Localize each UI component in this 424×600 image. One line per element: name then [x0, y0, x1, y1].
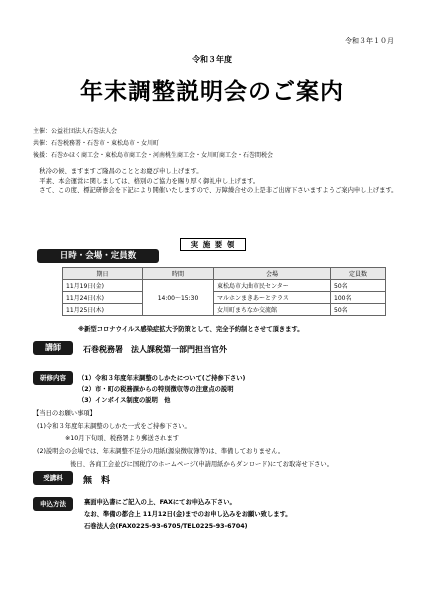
header-venue: 会場 [214, 268, 331, 280]
application-tag: 申込方法 [33, 497, 73, 511]
row-venue: マルホンまきあーとテラス [214, 292, 331, 304]
reservation-note: ※新型コロナウイルス感染症拡大予防策として、完全予約制とさせて頂きます。 [78, 326, 304, 333]
row-capacity: 50名 [331, 304, 386, 316]
request-line-4: 後日、各商工会並びに国税庁のホームページ(申請用紙からダンロード)にてお取寄せ下さい。 [70, 461, 334, 468]
schedule-banner: 日時・会場・定員数 [37, 249, 159, 263]
schedule-table [62, 267, 386, 316]
header-time: 時間 [143, 268, 214, 280]
application-line-2: なお、準備の都合上 11月12日(金)までのお申し込みをお願い致します。 [84, 511, 292, 518]
intro-text [33, 167, 403, 196]
intro-line-1: 秋冷の候、ますますご隆昌のこととお慶び申し上げます。 [33, 168, 203, 175]
header-capacity: 定員数 [331, 268, 386, 280]
application-line-1: 裏面申込書にご記入の上、FAXにてお申込み下さい。 [84, 499, 236, 506]
row-venue: 東松島市大曲市民センター [214, 280, 331, 292]
fee-text: 無 料 [83, 476, 111, 486]
training-item-1: （1）令和３年度年末調整のしかたについて(ご持参下さい) [78, 375, 246, 382]
intro-line-2: 平素、本会運営に関しましては、格別のご協力を賜り厚く御礼申し上げます。 [33, 177, 260, 185]
issue-date: 令和３年１０月 [345, 37, 394, 45]
table-header-row [63, 268, 386, 280]
organizer-host: 主催：公益社団法人石巻法人会 [33, 128, 118, 135]
table-row [63, 304, 386, 316]
training-tag: 研修内容 [33, 371, 73, 385]
training-item-2: （2）市・町の税務課からの特別徴収等の注意点の説明 [78, 386, 234, 393]
requests-title: 【当日のお願い事項】 [33, 410, 96, 417]
request-line-3: (2)説明会の会場では、年末調整不足分の用紙(源泉徴収簿等)は、準備しておりません。 [37, 448, 285, 455]
request-line-1: (1)令和３年度年末調整のしかた一式をご持参下さい。 [37, 423, 191, 430]
row-date: 11月24日(水) [63, 292, 143, 304]
organizer-support: 後援：石巻かほく商工会・東松島市商工会・河南桃生商工会・女川町商工会・石巻間税会 [33, 152, 274, 159]
row-time: 14:00～15:30 [143, 280, 214, 316]
table-row [63, 292, 386, 304]
row-date: 11月19日(金) [63, 280, 143, 292]
header-date: 期日 [63, 268, 143, 280]
outline-label: 実 施 要 領 [180, 238, 246, 251]
application-line-3: 石巻法人会(FAX0225-93-6705/TEL0225-93-6704) [84, 523, 248, 530]
lecturer-tag: 講師 [33, 341, 73, 355]
training-item-3: （3）インボイス制度の説明 他 [78, 397, 171, 404]
row-venue: 女川町まちなか交流館 [214, 304, 331, 316]
lecturer-text: 石巻税務署 法人課税第一部門担当官外 [83, 345, 227, 354]
request-line-2: ※10月下旬頃、税務署より郵送されます [65, 435, 180, 442]
table-row [63, 280, 386, 292]
row-capacity: 100名 [331, 292, 386, 304]
fiscal-year: 令和３年度 [192, 55, 232, 64]
row-date: 11月25日(木) [63, 304, 143, 316]
fee-tag: 受講料 [33, 471, 73, 485]
page-title: 年末調整説明会のご案内 [80, 79, 344, 105]
intro-line-3: さて、この度、標記研修会を下記により開催いたしますので、万障繰合せの上是非ご出席下さいますようご案内申し上げます。 [33, 187, 398, 194]
organizer-cohost: 共催：石巻税務署・石巻市・東松島市・女川町 [33, 140, 160, 147]
row-capacity: 50名 [331, 280, 386, 292]
